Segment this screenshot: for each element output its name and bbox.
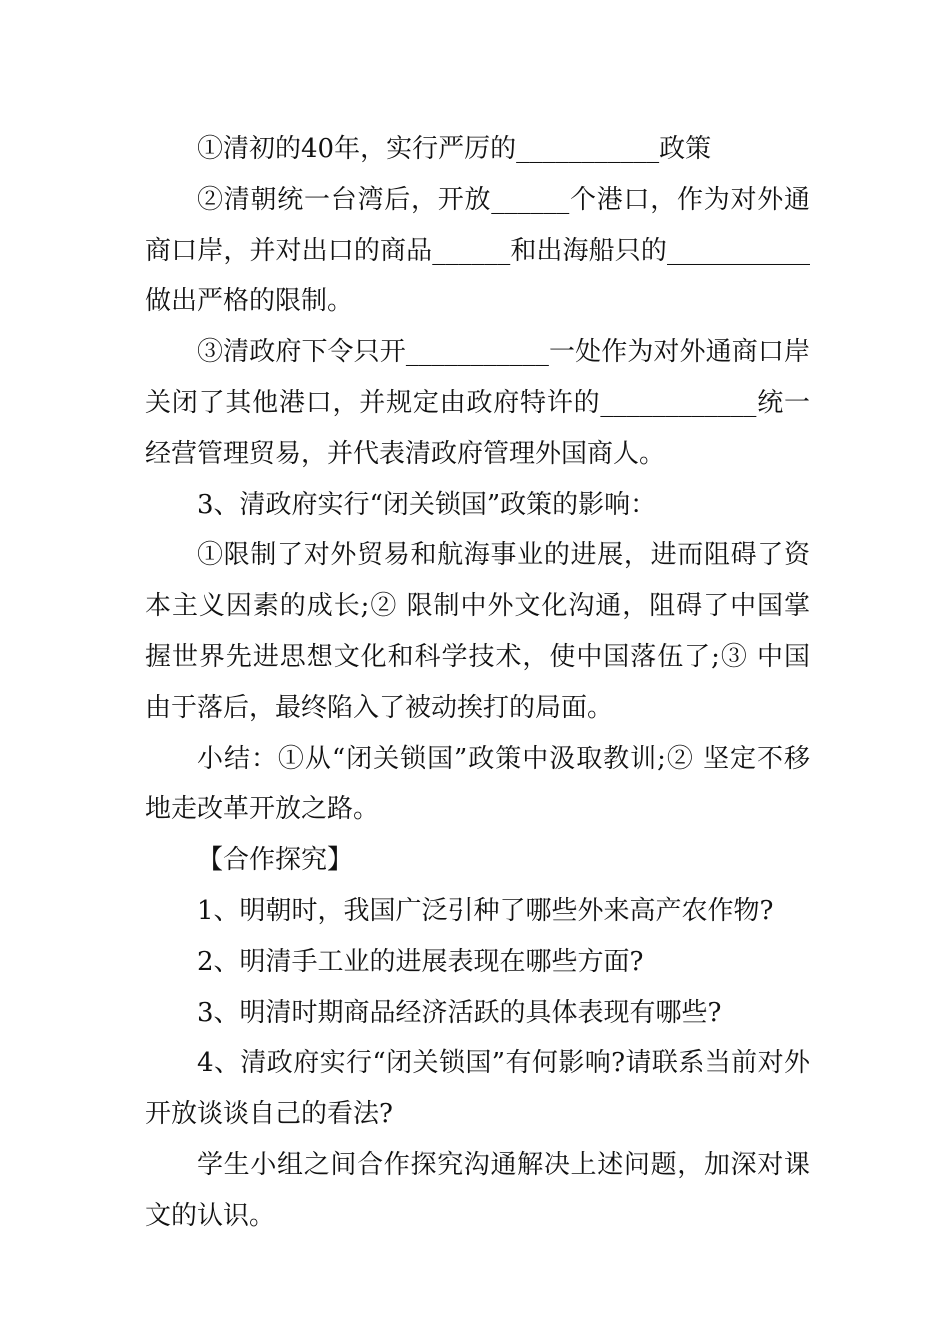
document-body (145, 124, 810, 1242)
question-1: 1、明朝时，我国广泛引种了哪些外来高产农作物? (197, 895, 774, 926)
paragraph-summary: 小结：①从“闭关锁国”政策中汲取教训;② 坚定不移地走改革开放之路。 (145, 743, 810, 825)
paragraph-policy-first: ①清初的40年，实行严厉的___________政策 (197, 134, 712, 164)
paragraph-policy-second: ②清朝统一台湾后，开放______个港口，作为对外通商口岸，并对出口的商品______和出海船只的___________做出严格的限制。 (145, 184, 810, 317)
paragraph-policy-third: ③清政府下令只开___________一处作为对外通商口岸关闭了其他港口，并规定由政府特许的____________统一经营管理贸易，并代表清政府管理外国商人。 (145, 337, 810, 469)
paragraph-impact-heading: 3、清政府实行“闭关锁国”政策的影响： (197, 489, 657, 520)
question-4: 4、清政府实行“闭关锁国”有何影响?请联系当前对外开放谈谈自己的看法? (145, 1048, 810, 1130)
paragraph-group-work: 学生小组之间合作探究沟通解决上述问题，加深对课文的认识。 (145, 1149, 810, 1231)
section-heading-cooperation: 【合作探究】 (197, 845, 354, 876)
question-3: 3、明清时期商品经济活跃的具体表现有哪些? (197, 997, 722, 1028)
paragraph-impact-detail: ①限制了对外贸易和航海事业的进展，进而阻碍了资本主义因素的成长;② 限制中外文化沟通，阻碍了中国掌握世界先进思想文化和科学技术，使中国落伍了;③ 中国由于落后，最终陷入了被动挨打的局面。 (145, 540, 810, 723)
question-2: 2、明清手工业的进展表现在哪些方面? (197, 946, 644, 977)
